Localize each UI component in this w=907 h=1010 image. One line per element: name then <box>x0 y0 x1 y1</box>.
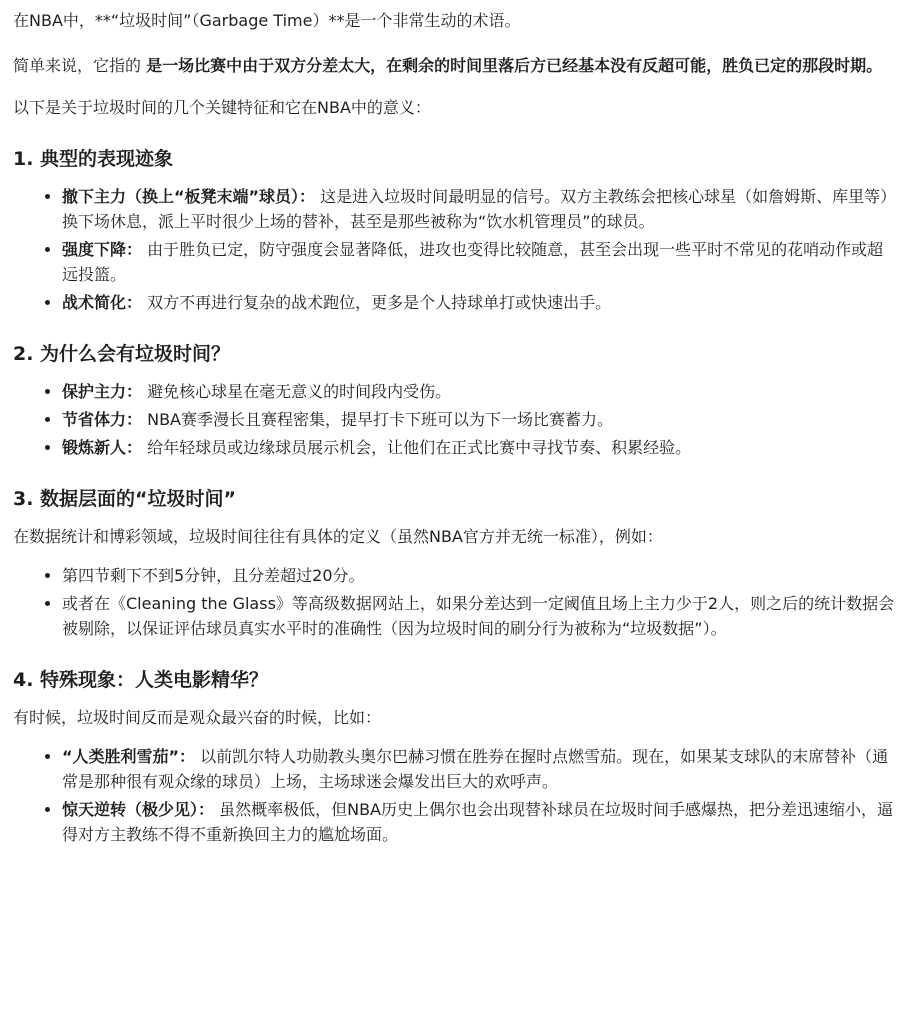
list-item-term: “人类胜利雪茄”： <box>62 747 196 766</box>
list-item-text: 或者在《Cleaning the Glass》等高级数据网站上，如果分差达到一定阈值且场上主力少于2人，则之后的统计数据会被剔除，以保证评估球员真实水平时的准确性（因为垃圾时间的刷分行为被称为“垃圾数据”）。 <box>62 594 895 638</box>
intro-paragraph-3: 以下是关于垃圾时间的几个关键特征和它在NBA中的意义： <box>13 98 431 117</box>
list-item-term: 节省体力： <box>62 410 143 429</box>
list-item-term: 撤下主力（换上“板凳末端”球员）： <box>62 187 316 206</box>
list-item <box>62 407 895 432</box>
list-item-term: 保护主力： <box>62 382 143 401</box>
intro-paragraph-2-prefix: 简单来说，它指的 <box>13 56 147 75</box>
section-list-3 <box>13 563 895 641</box>
list-item-text: 以前凯尔特人功勋教头奥尔巴赫习惯在胜券在握时点燃雪茄。现在，如果某支球队的末席替补（通常是那种很有观众缘的球员）上场，主场球迷会爆发出巨大的欢呼声。 <box>62 747 889 791</box>
section-list-2 <box>13 379 895 460</box>
list-item-text: NBA赛季漫长且赛程密集，提早打卡下班可以为下一场比赛蓄力。 <box>142 410 613 429</box>
list-item-term: 强度下降： <box>62 240 143 259</box>
section-heading-2: 2. 为什么会有垃圾时间？ <box>13 343 231 365</box>
list-item <box>62 290 895 315</box>
list-item <box>62 591 895 641</box>
section-heading-4: 4. 特殊现象：人类电影精华？ <box>13 669 269 691</box>
list-item-text: 虽然概率极低，但NBA历史上偶尔也会出现替补球员在垃圾时间手感爆热，把分差迅速缩小，逼得对方主教练不得不重新换回主力的尴尬场面。 <box>62 800 893 844</box>
list-item <box>62 563 895 588</box>
list-item <box>62 744 895 794</box>
list-item-text: 给年轻球员或边缘球员展示机会，让他们在正式比赛中寻找节奏、积累经验。 <box>142 438 692 457</box>
intro-paragraph-2-bold: 是一场比赛中由于双方分差太大，在剩余的时间里落后方已经基本没有反超可能，胜负已定的那段时期。 <box>146 56 883 75</box>
list-item-text: 第四节剩下不到5分钟，且分差超过20分。 <box>62 566 365 585</box>
intro-paragraph-2 <box>13 53 895 78</box>
section-intro-3: 在数据统计和博彩领域，垃圾时间往往有具体的定义（虽然NBA官方并无统一标准），例如： <box>13 527 663 546</box>
section-heading-1: 1. 典型的表现迹象 <box>13 148 174 170</box>
list-item <box>62 184 895 234</box>
intro-paragraph-1: 在NBA中，**“垃圾时间”（Garbage Time）**是一个非常生动的术语。 <box>13 11 521 30</box>
list-item-term: 惊天逆转（极少见）： <box>62 800 215 819</box>
list-item-text: 由于胜负已定，防守强度会显著降低，进攻也变得比较随意，甚至会出现一些平时不常见的花哨动作或超远投篮。 <box>62 240 884 284</box>
list-item <box>62 379 895 404</box>
section-list-1 <box>13 184 895 315</box>
section-heading-3: 3. 数据层面的“垃圾时间” <box>13 488 237 510</box>
list-item-term: 战术简化： <box>62 293 143 312</box>
list-item-term: 锻炼新人： <box>62 438 143 457</box>
section-intro-4: 有时候，垃圾时间反而是观众最兴奋的时候，比如： <box>13 708 382 727</box>
list-item-text: 避免核心球星在毫无意义的时间段内受伤。 <box>142 382 452 401</box>
list-item-text: 双方不再进行复杂的战术跑位，更多是个人持球单打或快速出手。 <box>142 293 612 312</box>
list-item <box>62 435 895 460</box>
section-list-4 <box>13 744 895 847</box>
list-item <box>62 797 895 847</box>
list-item-text: 这是进入垃圾时间最明显的信号。双方主教练会把核心球星（如詹姆斯、库里等）换下场休息，派上平时很少上场的替补，甚至是那些被称为“饮水机管理员”的球员。 <box>62 187 889 231</box>
list-item <box>62 237 895 287</box>
